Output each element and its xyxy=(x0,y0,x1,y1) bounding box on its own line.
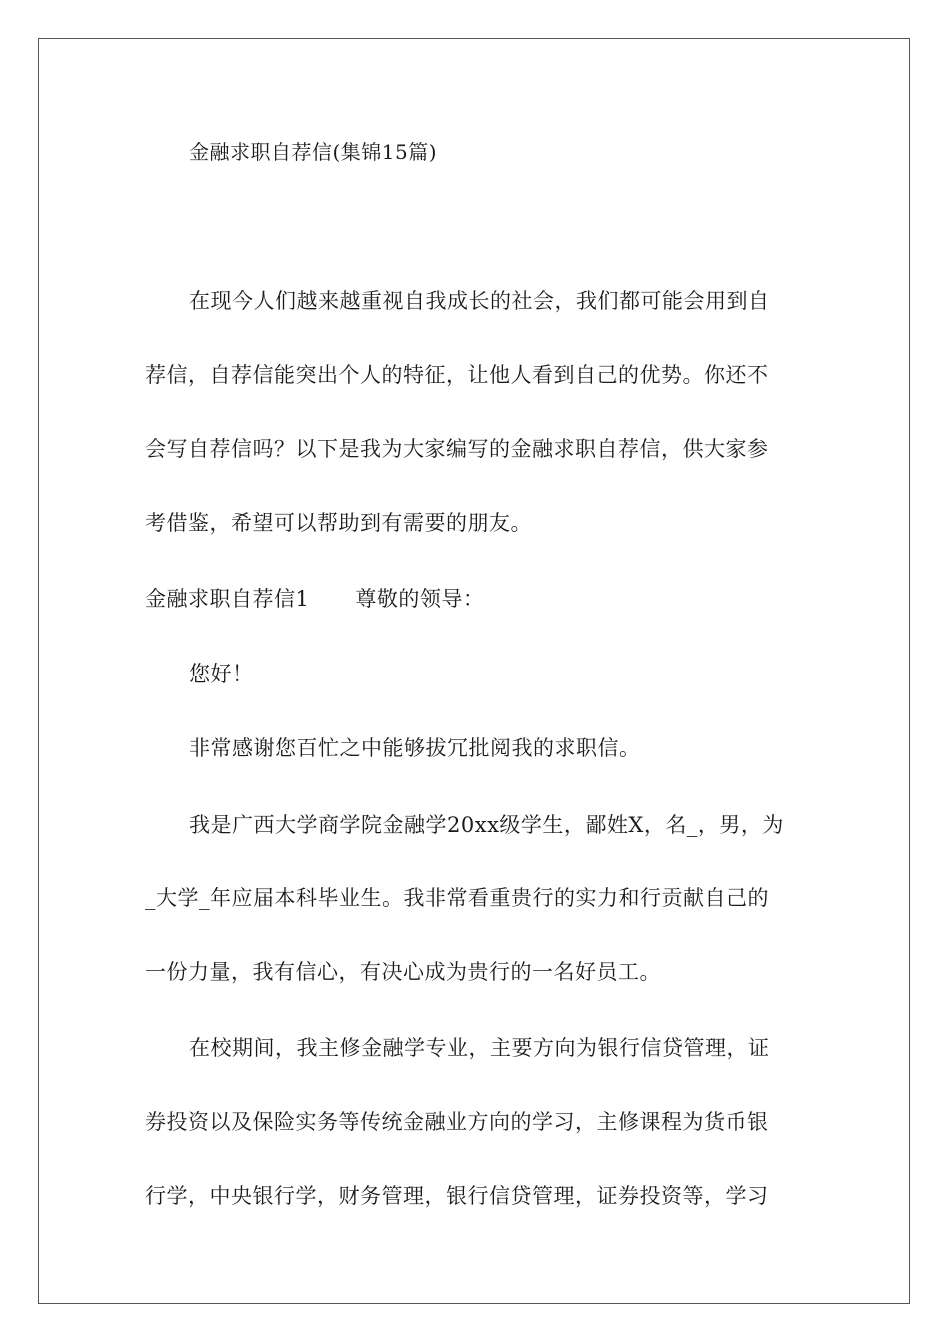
letter-heading-row xyxy=(145,585,810,613)
thanks-line: 非常感谢您百忙之中能够拔冗批阅我的求职信。 xyxy=(189,736,641,760)
salutation: 尊敬的领导： xyxy=(355,587,485,611)
greeting: 您好！ xyxy=(189,662,254,686)
letter-heading: 金融求职自荐信1 xyxy=(145,587,310,611)
para2-line-1: 在校期间，我主修金融学专业，主要方向为银行信贷管理，证 xyxy=(189,1036,770,1060)
intro-line-1: 在现今人们越来越重视自我成长的社会，我们都可能会用到自 xyxy=(189,289,770,313)
para1-line-1: 我是广西大学商学院金融学20xx级学生，鄙姓X，名_，男，为 xyxy=(189,813,784,837)
para1-line-3: 一份力量，我有信心，有决心成为贵行的一名好员工。 xyxy=(145,960,661,984)
para1-line-2: _大学_年应届本科毕业生。我非常看重贵行的实力和行贡献自己的 xyxy=(145,886,769,910)
document-title: 金融求职自荐信(集锦15篇) xyxy=(189,140,438,164)
intro-line-4: 考借鉴，希望可以帮助到有需要的朋友。 xyxy=(145,511,532,535)
intro-line-3: 会写自荐信吗？以下是我为大家编写的金融求职自荐信，供大家参 xyxy=(145,437,769,461)
para2-line-2: 券投资以及保险实务等传统金融业方向的学习，主修课程为货币银 xyxy=(145,1110,769,1134)
intro-line-2: 荐信，自荐信能突出个人的特征，让他人看到自己的优势。你还不 xyxy=(145,363,769,387)
para2-line-3: 行学，中央银行学，财务管理，银行信贷管理，证券投资等，学习 xyxy=(145,1184,769,1208)
